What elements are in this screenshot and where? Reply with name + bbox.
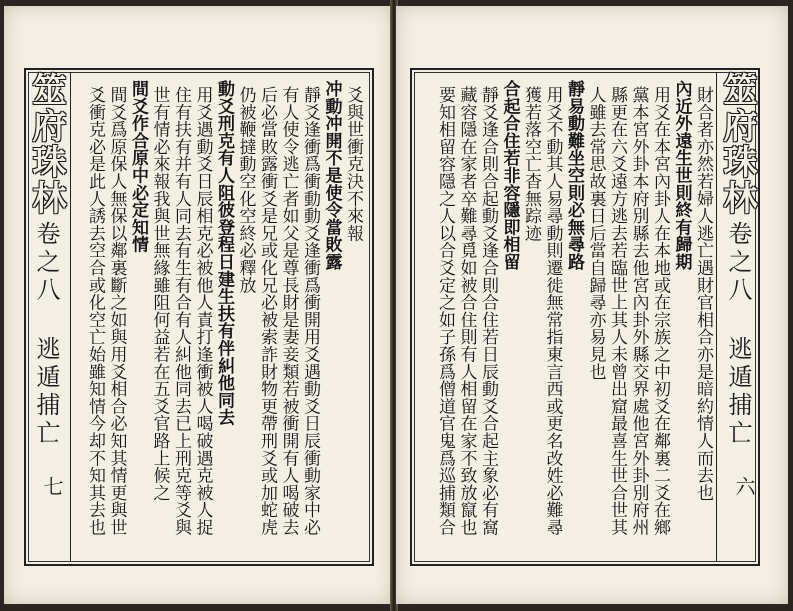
right-page (396, 6, 788, 604)
text-column: 用爻不動其人易尋動則遷徙無常指東言西或更名改姓必難尋 (542, 86, 563, 536)
section-heading: 靜易動難坐空則必無尋路 (564, 80, 584, 271)
left-page (4, 6, 392, 604)
left-folio-number: 七 (40, 476, 64, 496)
text-column: 獲若落空亡杳無踪迹 (521, 86, 541, 242)
text-column: 用爻遇動爻日辰相克必被他人責打逢衝被人喝破遇克被人捉 (192, 86, 213, 536)
section-heading: 動爻刑克有人阻彼登程日建生扶有伴糾他同去 (214, 80, 234, 426)
text-column: 有人使令逃亡者如父是尊長財是妻妾類若被衝開有人喝破去 (278, 86, 299, 536)
section-heading: 冲動冲開不是使令當敗露 (321, 80, 342, 271)
left-book-title: 筮府珠林 (26, 72, 66, 216)
left-volume-label: 卷之八 (32, 221, 60, 305)
left-section-label: 逃遁捕亡 (32, 336, 60, 448)
section-heading: 內近外遠生世則終有歸期 (671, 80, 692, 271)
text-column: 用爻在本宮內卦人在本地或在宗族之中初爻在鄰裏二爻在鄉 (650, 86, 670, 536)
text-column: 靜爻逢衝爲衝動動爻逢衝爲衝開用爻遇動爻日辰衝動家中必 (300, 86, 320, 536)
text-column: 財合者亦然若婦人逃亡遇財官相合亦是暗約情人而去也 (693, 86, 713, 502)
right-volume-label: 卷之八 (724, 221, 752, 305)
left-title-divider (70, 72, 71, 562)
section-heading: 合起合住若非容隱即相留 (499, 80, 520, 271)
right-folio-number: 六 (732, 476, 756, 496)
text-column: 爻與世衝克決不來報 (343, 86, 363, 242)
text-column: 爻衝克必是此人誘去空合或化空亡始雖知情今却不知其去也 (85, 86, 105, 536)
text-column: 住有扶有并有人同去有生有合有人糾他同去已上刑克等爻與 (171, 86, 191, 536)
right-section-label: 逃遁捕亡 (724, 336, 752, 448)
text-column: 藏容隱在家者卒難尋覓如被合住則有人相留在家不致放竄也 (456, 86, 477, 536)
right-book-title: 筮府珠林 (717, 72, 757, 216)
text-column: 世有情必來報我與世無緣雖阻何益若在五爻官路上候之 (149, 86, 170, 502)
text-column: 黨本宮外卦本府別縣去他宮內卦外縣交界處他宮外卦別府州 (628, 86, 649, 536)
text-column: 仍被鞭撻動空化空終必釋放 (235, 86, 256, 294)
text-column: 要知相留容隱之人以合爻定之如子孫爲僧道官鬼爲巡捕類合 (435, 86, 455, 536)
section-heading: 間爻作合原中必定知情 (128, 80, 148, 253)
text-column: 縣更在六爻遠方逃去若臨世上其人未曾出窟最喜生世合世其 (607, 86, 627, 536)
text-column: 后必當敗露衝爻是兄或化兄必被索詐財物更帶刑爻或加蛇虎 (257, 86, 277, 536)
text-column: 人雖去常思故裏日后當自歸尋亦易見也 (585, 86, 606, 381)
text-column: 間爻爲原保人無保以鄰裏斷之如與用爻相合必知其情更與世 (106, 86, 127, 536)
text-column: 靜爻逢合則合起動爻逢合則合住若日辰動爻合起主象必有窩 (478, 86, 498, 536)
